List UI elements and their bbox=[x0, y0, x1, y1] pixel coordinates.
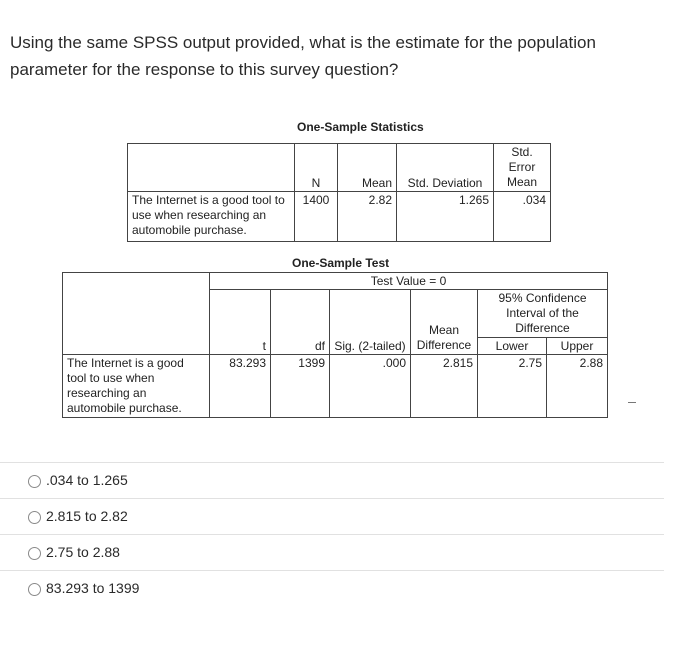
header-std-error-mean: Std. Error Mean bbox=[494, 144, 551, 192]
value-mean-difference: 2.815 bbox=[411, 355, 478, 418]
value-lower: 2.75 bbox=[478, 355, 547, 418]
value-std-error-mean: .034 bbox=[494, 192, 551, 242]
value-mean: 2.82 bbox=[338, 192, 397, 242]
header-t: t bbox=[210, 290, 271, 355]
option-label-1: .034 to 1.265 bbox=[46, 472, 128, 488]
radio-button-2[interactable] bbox=[28, 511, 41, 524]
option-label-2: 2.815 to 2.82 bbox=[46, 508, 128, 524]
stats-table-title: One-Sample Statistics bbox=[297, 120, 424, 134]
value-t: 83.293 bbox=[210, 355, 271, 418]
header-n: N bbox=[295, 144, 338, 192]
value-df: 1399 bbox=[271, 355, 330, 418]
stats-row-label: The Internet is a good tool to use when researching an automobile purchase. bbox=[128, 192, 295, 242]
radio-button-3[interactable] bbox=[28, 547, 41, 560]
header-confidence-interval: 95% Confidence Interval of the Difference bbox=[478, 290, 608, 338]
value-std-deviation: 1.265 bbox=[397, 192, 494, 242]
value-sig-2-tailed: .000 bbox=[330, 355, 411, 418]
answer-option-2[interactable] bbox=[0, 498, 664, 534]
stray-mark bbox=[628, 402, 636, 403]
header-mean-difference: Mean Difference bbox=[411, 290, 478, 355]
header-df: df bbox=[271, 290, 330, 355]
value-upper: 2.88 bbox=[547, 355, 608, 418]
option-label-3: 2.75 to 2.88 bbox=[46, 544, 120, 560]
radio-button-1[interactable] bbox=[28, 475, 41, 488]
header-upper: Upper bbox=[547, 338, 608, 355]
one-sample-statistics-table bbox=[127, 143, 551, 242]
header-lower: Lower bbox=[478, 338, 547, 355]
answer-option-1[interactable] bbox=[0, 462, 664, 498]
header-mean: Mean bbox=[338, 144, 397, 192]
value-n: 1400 bbox=[295, 192, 338, 242]
radio-button-4[interactable] bbox=[28, 583, 41, 596]
header-sig-2-tailed: Sig. (2-tailed) bbox=[330, 290, 411, 355]
one-sample-test-table bbox=[62, 272, 608, 418]
option-label-4: 83.293 to 1399 bbox=[46, 580, 140, 596]
answer-option-4[interactable] bbox=[0, 570, 664, 606]
header-std-deviation: Std. Deviation bbox=[397, 144, 494, 192]
answer-option-3[interactable] bbox=[0, 534, 664, 570]
test-row-label: The Internet is a good tool to use when researching an automobile purchase. bbox=[63, 355, 210, 418]
test-value-header: Test Value = 0 bbox=[210, 273, 608, 290]
answer-options bbox=[0, 462, 664, 606]
question-text: Using the same SPSS output provided, what is the estimate for the population parameter for the response to this survey question? bbox=[10, 33, 596, 79]
test-table-title: One-Sample Test bbox=[292, 256, 390, 270]
